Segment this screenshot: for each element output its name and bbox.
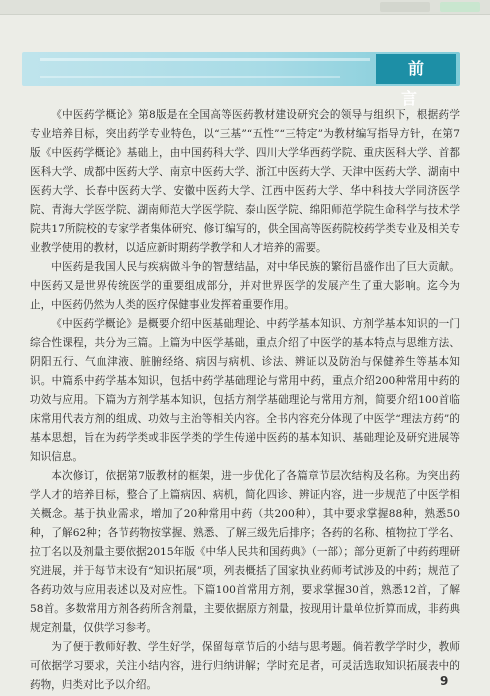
bleed-through-line — [40, 58, 370, 61]
paragraph: 本次修订，依据第7版教材的框架，进一步优化了各篇章节层次结构及名称。为突出药学人才的培养目标，整合了上篇病因、病机，简化四诊、辨证内容，进一步规范了中医学相关概念。基于执业需求，增加了20种常用中药（共200种），其中要求掌握88种，熟悉50种，了解62种；各节药物按掌握、熟悉、了解三级先后排序；各药的名称、植物拉丁学名、拉丁名以及剂量主要依据2015年版《中华人民共和国药典》（一部）；部分更新了中药药理研究进展，并于每节末设有“知识拓展”项，列表概括了国家执业药师考试涉及的中药；规范了各药功效与应用表述以及对应性。下篇100首常用方剂，要求掌握30首，熟悉12首，了解58首。多数常用方剂各药所含剂量，主要依据原方剂量，按现用计量单位折算而成，非药典规定剂量，仅供学习参考。 — [30, 470, 460, 634]
page-number: 9 — [440, 674, 449, 688]
paragraph: 中医药是我国人民与疾病做斗争的智慧结晶，对中华民族的繁衍昌盛作出了巨大贡献。中医药又是世界传统医学的重要组成部分，并对世界医学的发展产生了重大影响。迄今为止，中医药仍然为人类的医疗保健事业发挥着重要作用。 — [30, 261, 460, 311]
preface-body — [30, 106, 460, 695]
top-strip — [0, 0, 490, 15]
paragraph: 《中医药学概论》是概要介绍中医基础理论、中药学基本知识、方剂学基本知识的一门综合性课程，共分为三篇。上篇为中医学基础，重点介绍了中医学的基本特点与思维方法、阴阳五行、气血津液、脏腑经络、病因与病机、诊法、辨证以及防治与保健养生等基本知识。中篇系中药学基本知识，包括中药学基础理论与常用中药，重点介绍200种常用中药的功效与应用。下篇为方剂学基本知识，包括方剂学基础理论与常用方剂，简要介绍100首临床常用代表方剂的组成、功效与主治等相关内容。全书内容充分体现了中医学“理法方药”的基本思想，旨在为药学类或非医学类的学生传递中医药的基本知识、基础理论及研究进展等知识信息。 — [30, 318, 460, 463]
paragraph: 为了便于教师好教、学生好学，保留每章节后的小结与思考题。倘若教学学时少，教师可依据学习要求，关注小结内容，进行归纳讲解；学时充足者，可灵活选取知识拓展表中的药物，归类对比予以介绍。 — [30, 641, 460, 691]
strip-tab — [440, 2, 480, 12]
paragraph: 《中医药学概论》第8版是在全国高等医药教材建设研究会的领导与组织下，根据药学专业培养目标，突出药学专业特色，以“三基”“五性”“三特定”为教材编写指导方针，在第7版《中医药学概论》基础上，由中国药科大学、四川大学华西药学院、重庆医科大学、首都医科大学、成都中医药大学、南京中医药大学、浙江中医药大学、天津中医药大学、湖南中医药大学、长春中医药大学、安徽中医药大学、江西中医药大学、华中科技大学同济医学院、青海大学医学院、湖南师范大学医学院、泰山医学院、绵阳师范学院生命科学与技术学院共17所院校的专家学者集体研究、修订编写的，供全国高等医药院校药学类专业及相关专业教学使用的教材，以适应新时期药学教学和人才培养的需要。 — [30, 109, 460, 254]
bleed-through-line — [40, 76, 340, 78]
strip-tab — [380, 2, 430, 12]
section-title: 前 言 — [376, 54, 456, 84]
